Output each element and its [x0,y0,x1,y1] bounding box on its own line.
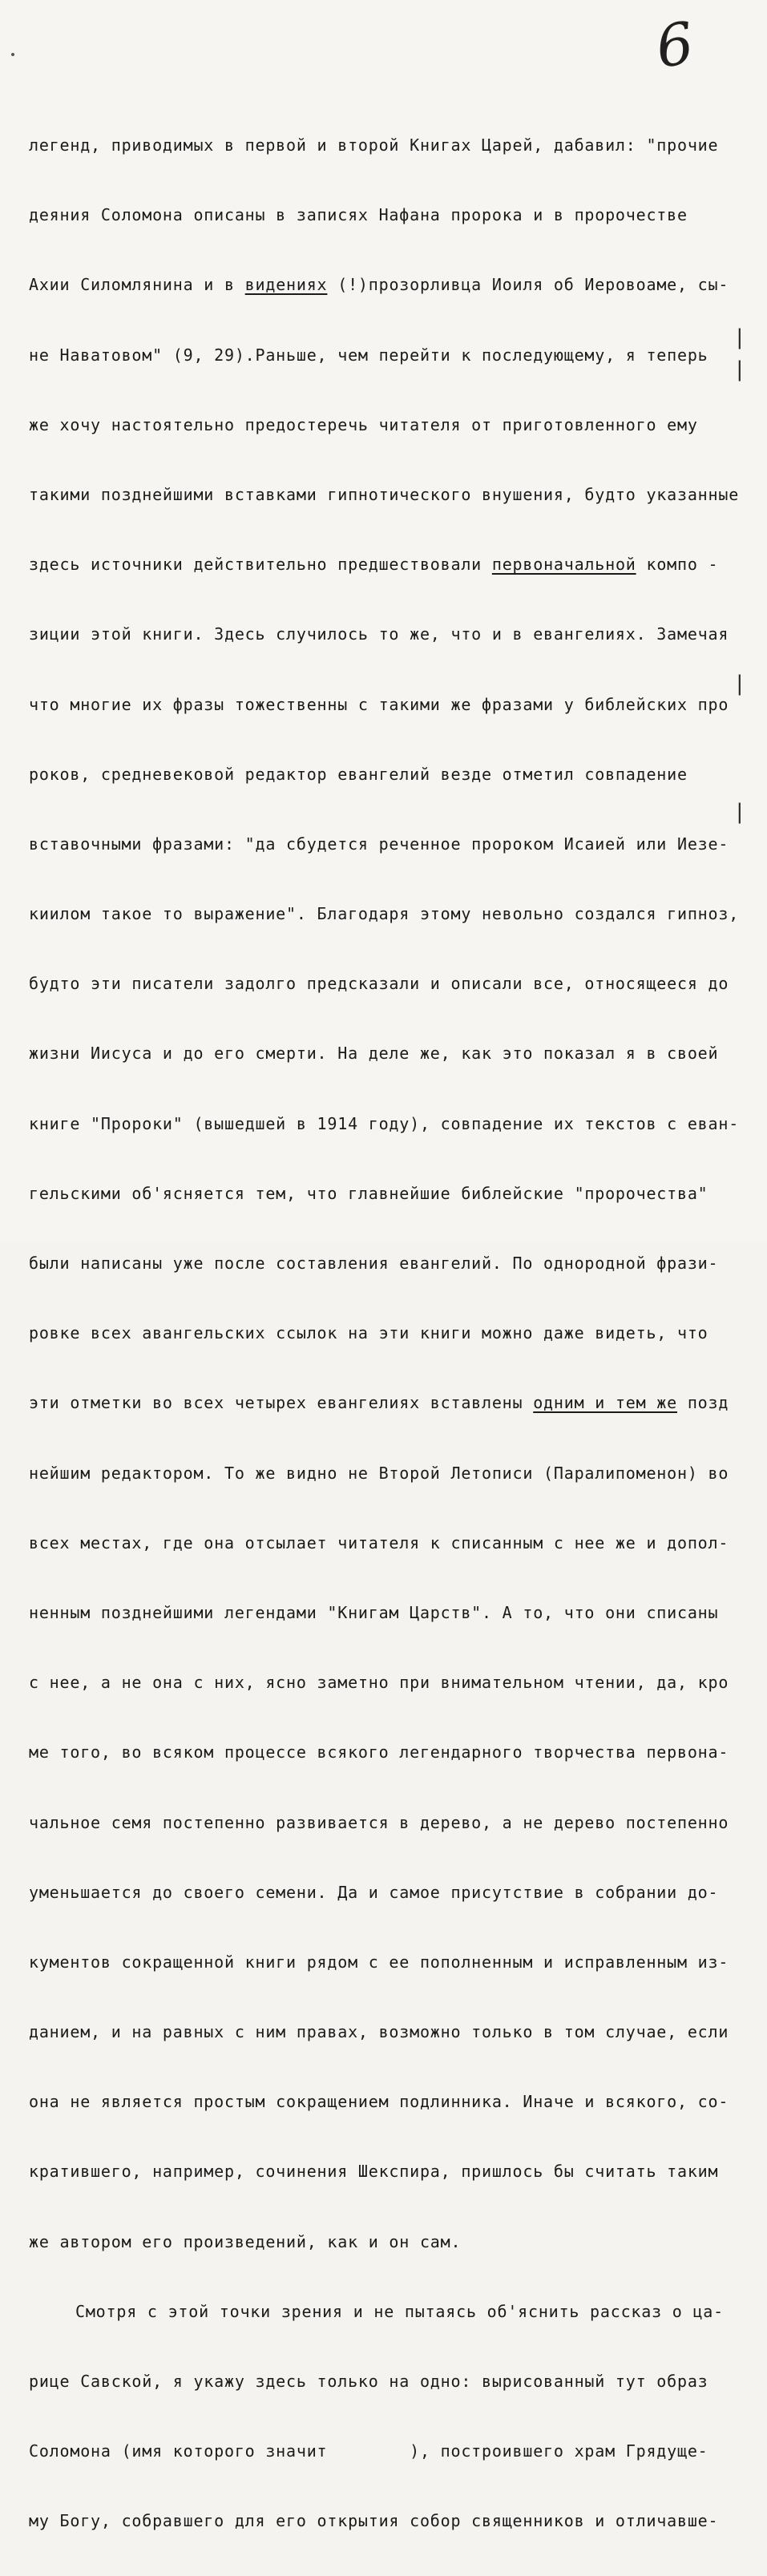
text-line-32: Смотря с этой точки зрения и не пытаясь об'яснить рассказ о ца- [75,2301,724,2321]
text-line-17: были написаны уже после составления евангелий. По однородной фрази- [29,1254,719,1273]
text-line-11: вставочными фразами: "да сбудется реченное пророком Исаией или Иезе- [29,834,729,854]
text-line-24: ме того, во всяком процессе всякого легендарного творчества первона- [29,1742,729,1762]
text-line-35: му Богу, собравшего для его открытия собор священников и отличавше- [29,2511,719,2531]
text-line-19-end: позд [677,1393,729,1413]
text-line-10: роков, средневековой редактор евангелий везде отметил совпадение [29,764,688,784]
scan-mark [11,53,14,56]
text-line-7-start: здесь источники действительно предшествовали [29,555,492,575]
text-line-3-end: (!)прозорливца Иоиля об Иеровоаме, сы- [327,275,729,295]
text-line-6: такими позднейшими вставками гипнотического внушения, будто указанные [29,484,740,504]
text-line-15: книге "Пророки" (вышедшей в 1914 году), совпадение их текстов с еван- [29,1113,740,1133]
typed-text-body [29,91,740,2576]
underlined-word-original: первоначальной [491,555,636,575]
underlined-word-visions: видениях [244,275,328,295]
text-line-20: нейшим редактором. То же видно не Второй Летописи (Паралипоменон) во [29,1463,729,1483]
text-line-3 [29,269,734,301]
text-line-8: зиции этой книги. Здесь случилось то же, что и в евангелиях. Замечая [29,624,729,644]
text-line-23: с нее, а не она с них, ясно заметно при внимательном чтении, да, кро [29,1673,729,1693]
text-line-33: рице Савской, я укажу здесь только на одно: вырисованный тут образ [29,2372,708,2391]
text-line-7-end: компо - [636,555,719,575]
margin-tick-mark: | [733,672,746,696]
text-line-22: ненным позднейшими легендами "Книгам Царств". А то, что они списаны [29,1602,719,1622]
text-line-16: гельскими об'ясняется тем, что главнейшие библейские "пророчества" [29,1183,708,1203]
text-line-9: что многие их фразы тожественны с такими же фразами у библейских про [29,694,729,714]
text-line-13: будто эти писатели задолго предсказали и описали все, относящееся до [29,974,729,994]
text-line-34: Соломона (имя которого значит ), построившего храм Грядуще- [29,2441,708,2461]
text-line-12: киилом такое то выражение". Благодаря этому невольно создался гипноз, [29,904,740,924]
underlined-phrase-one-and-same: одним и тем же [533,1393,677,1413]
text-line-25: чальное семя постепенно развивается в дерево, а не дерево постепенно [29,1812,729,1832]
text-line-7 [29,549,734,580]
text-line-5: же хочу настоятельно предостеречь читателя от приготовленного ему [29,414,698,434]
handwritten-page-number: 6 [652,9,698,81]
text-line-29: она не является простым сокращением подлинника. Иначе и всякого, со- [29,2092,729,2112]
margin-tick-mark: | [733,357,746,382]
text-line-21: всех местах, где она отсылает читателя к списанным с нее же и допол- [29,1532,729,1552]
text-line-18: ровке всех авангельских ссылок на эти книги можно даже видеть, что [29,1323,708,1343]
margin-tick-mark: | [733,800,746,824]
text-line-1: легенд, приводимых в первой и второй Книгах Царей, дабавил: "прочие [29,135,719,155]
text-line-14: жизни Иисуса и до его смерти. На деле же, как это показал я в своей [29,1044,719,1064]
text-line-31: же автором его произведений, как и он сам. [29,2231,462,2251]
text-line-19-start: эти отметки во всех четырех евангелиях вставлены [29,1393,534,1413]
margin-tick-mark: | [733,325,746,349]
text-line-4: не Наватовом" (9, 29).Раньше, чем перейти к последующему, я теперь [29,345,708,365]
text-line-27: кументов сокращенной книги рядом с ее пополненным и исправленным из- [29,1952,729,1972]
text-line-26: уменьшается до своего семени. Да и самое присутствие в собрании до- [29,1882,719,1902]
text-line-2: деяния Соломона описаны в записях Нафана пророка и в пророчестве [29,205,688,225]
text-line-3-start: Ахии Силомлянина и в [29,275,245,295]
text-line-28: данием, и на равных с ним правах, возможно только в том случае, если [29,2022,729,2042]
text-line-30: кратившего, например, сочинения Шекспира, пришлось бы считать таким [29,2162,719,2182]
text-line-19 [29,1387,734,1419]
